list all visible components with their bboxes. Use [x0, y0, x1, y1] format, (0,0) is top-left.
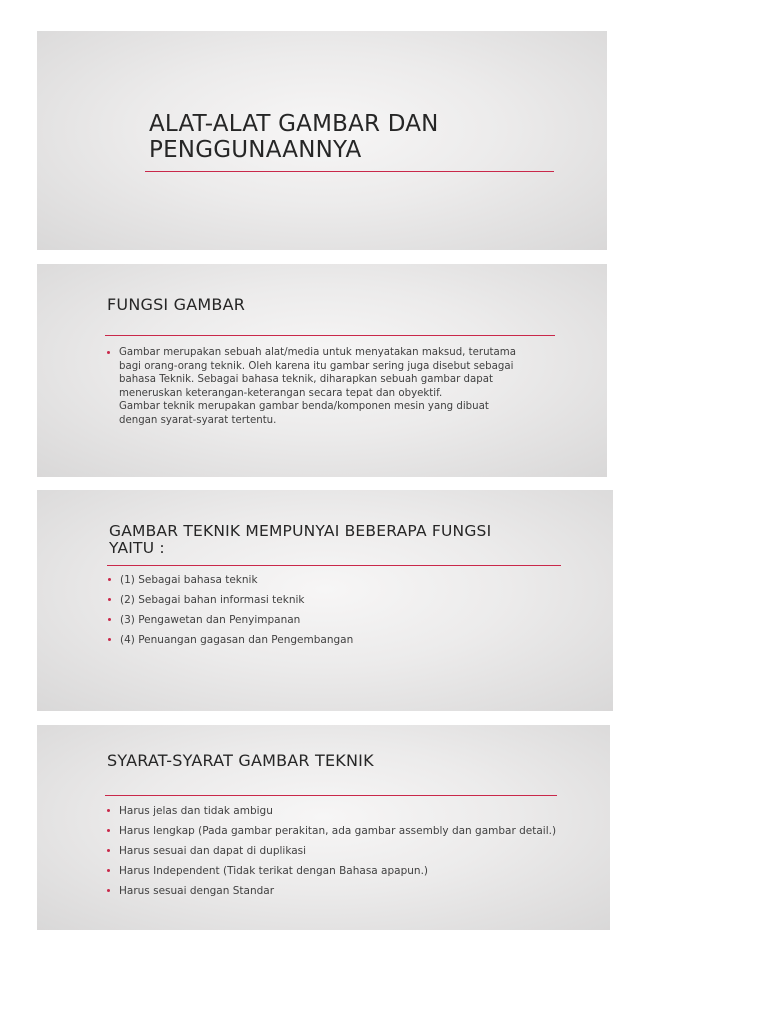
list-item: Harus Independent (Tidak terikat dengan Bahasa apapun.): [107, 861, 556, 881]
slide-4-divider: [105, 795, 557, 796]
slide-1-title-line-2: PENGGUNAANNYA: [149, 137, 362, 163]
list-item: Harus sesuai dan dapat di duplikasi: [107, 841, 556, 861]
slide-4-bullet-list: [107, 801, 556, 901]
bullet-dot: [107, 829, 110, 832]
paragraph-line: dengan syarat-syarat tertentu.: [119, 414, 277, 426]
paragraph-line: meneruskan keterangan-keterangan secara tepat dan obyektif.: [119, 387, 443, 399]
list-item: (3) Pengawetan dan Penyimpanan: [108, 610, 353, 630]
slide-3-bullet-list: [108, 570, 353, 650]
paragraph-line: bahasa Teknik. Sebagai bahasa teknik, diharapkan sebuah gambar dapat: [119, 374, 493, 386]
slide-4-title: SYARAT-SYARAT GAMBAR TEKNIK: [107, 751, 374, 770]
list-item: Harus sesuai dengan Standar: [107, 881, 556, 901]
list-item: (2) Sebagai bahan informasi teknik: [108, 590, 353, 610]
paragraph-line: Gambar teknik merupakan gambar benda/komponen mesin yang dibuat: [119, 401, 489, 413]
slide-2-paragraph: [107, 346, 516, 428]
slide-3-divider: [107, 565, 561, 566]
slide-2-divider: [105, 335, 555, 336]
slide-3-title: [109, 523, 491, 557]
slide-1-title: [149, 111, 439, 163]
bullet-dot: [107, 869, 110, 872]
list-item: (4) Penuangan gagasan dan Pengembangan: [108, 630, 353, 650]
bullet-dot: [107, 351, 110, 354]
bullet-dot: [107, 809, 110, 812]
slide-title: [37, 31, 607, 250]
slide-3-title-line-2: YAITU :: [109, 539, 165, 557]
slide-fungsi-gambar-teknik: [37, 490, 613, 711]
bullet-dot: [108, 598, 111, 601]
bullet-dot: [108, 618, 111, 621]
slide-1-divider: [145, 171, 554, 172]
bullet-dot: [108, 638, 111, 641]
list-item: (1) Sebagai bahasa teknik: [108, 570, 353, 590]
slide-fungsi-gambar: [37, 264, 607, 477]
paragraph-line: bagi orang-orang teknik. Oleh karena itu gambar sering juga disebut sebagai: [119, 360, 514, 372]
bullet-dot: [107, 889, 110, 892]
slide-2-title: FUNGSI GAMBAR: [107, 295, 246, 314]
slide-3-title-line-1: GAMBAR TEKNIK MEMPUNYAI BEBERAPA FUNGSI: [109, 522, 492, 540]
list-item: Harus jelas dan tidak ambigu: [107, 801, 556, 821]
list-item: Harus lengkap (Pada gambar perakitan, ada gambar assembly dan gambar detail.): [107, 821, 556, 841]
slide-syarat-gambar-teknik: [37, 725, 610, 930]
bullet-dot: [108, 578, 111, 581]
bullet-dot: [107, 849, 110, 852]
paragraph-line: Gambar merupakan sebuah alat/media untuk menyatakan maksud, terutama: [119, 347, 516, 358]
slide-1-title-line-1: ALAT-ALAT GAMBAR DAN: [149, 111, 439, 137]
